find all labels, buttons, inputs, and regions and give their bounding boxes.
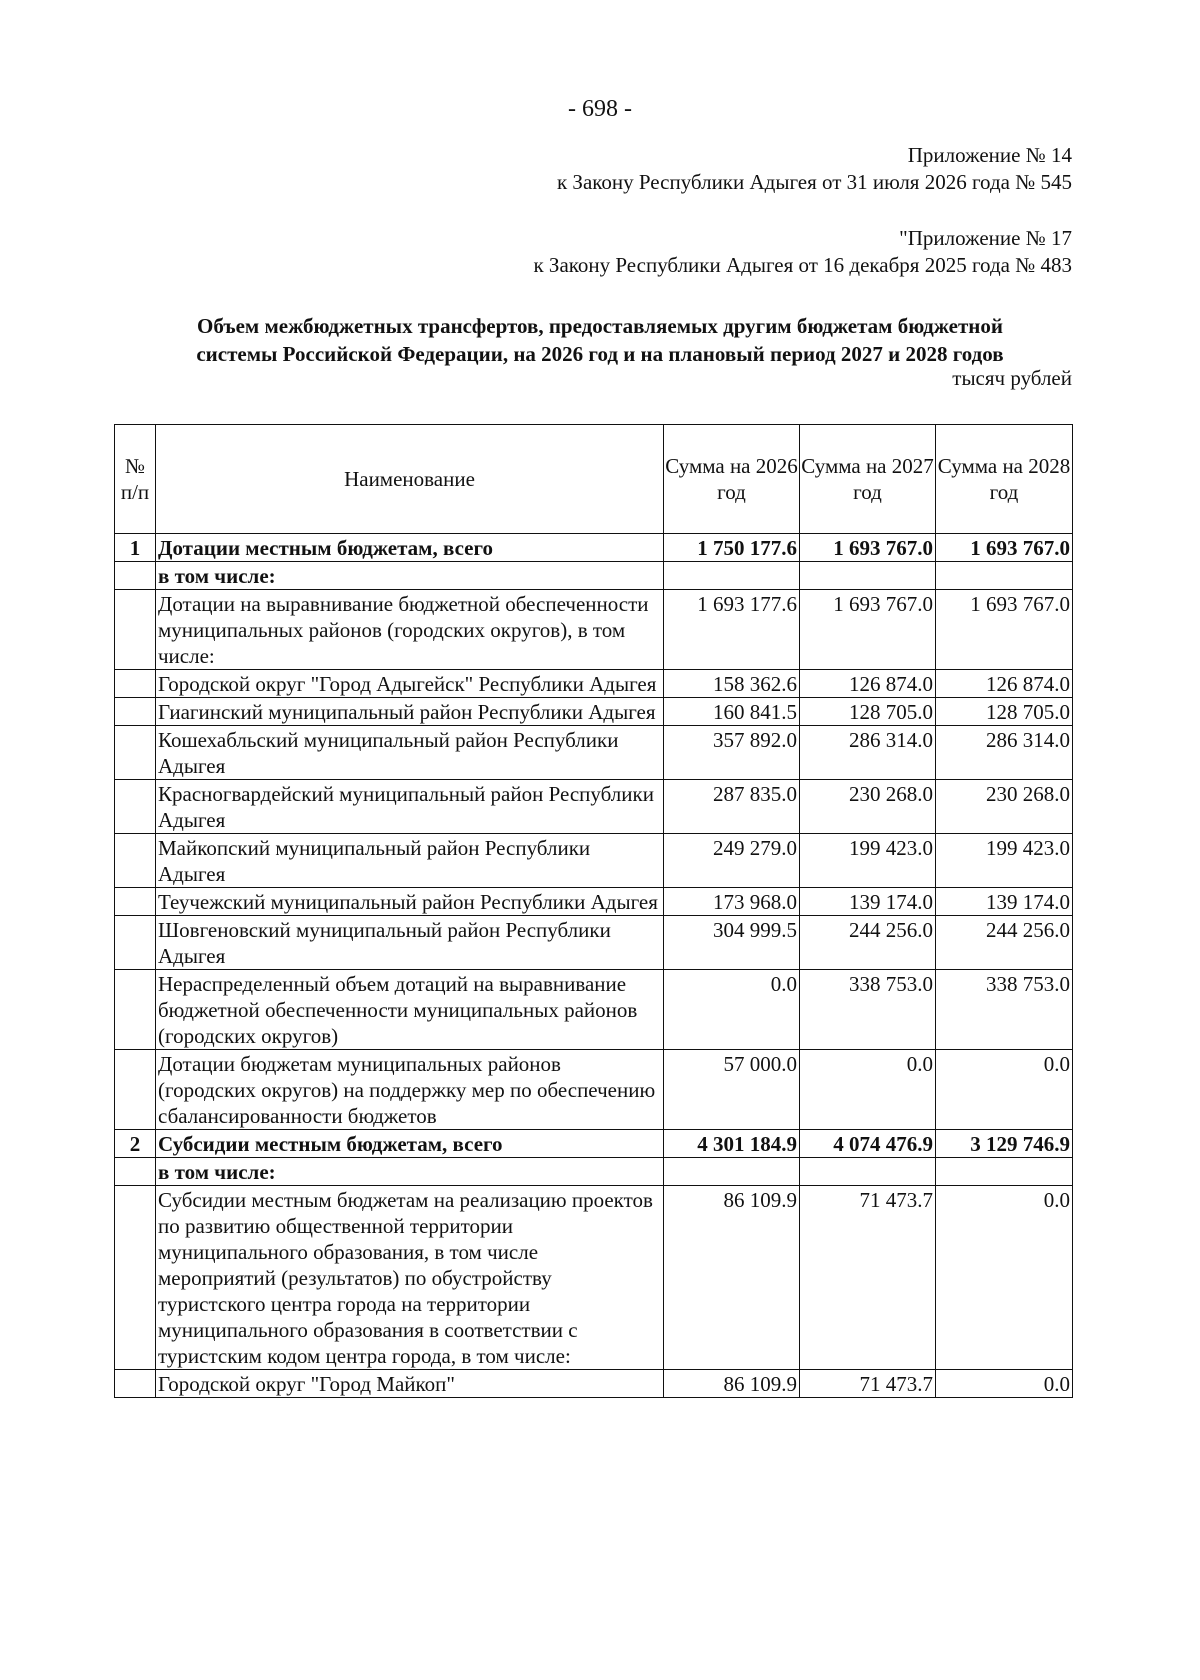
row-2027: [800, 1158, 936, 1186]
row-2026: 158 362.6: [664, 670, 800, 698]
table-row: [115, 670, 1073, 698]
row-2028: 128 705.0: [936, 698, 1073, 726]
row-num: 1: [115, 534, 156, 562]
appendix-current-reference: [557, 142, 1072, 196]
units-label: тысяч рублей: [952, 366, 1072, 390]
row-2027: 139 174.0: [800, 888, 936, 916]
row-num: [115, 698, 156, 726]
row-2027: 128 705.0: [800, 698, 936, 726]
table-row: [115, 562, 1073, 590]
row-num: [115, 670, 156, 698]
row-2028: 3 129 746.9: [936, 1130, 1073, 1158]
row-2026: 304 999.5: [664, 916, 800, 970]
row-2027: 230 268.0: [800, 780, 936, 834]
row-name: в том числе:: [156, 1158, 664, 1186]
table-row: [115, 916, 1073, 970]
row-2027: 338 753.0: [800, 970, 936, 1050]
row-name: Дотации на выравнивание бюджетной обеспеченности муниципальных районов (городских округов), в том числе:: [156, 590, 664, 670]
table-row: [115, 1130, 1073, 1158]
table-row: [115, 834, 1073, 888]
row-2027: 1 693 767.0: [800, 590, 936, 670]
row-2026: 1 750 177.6: [664, 534, 800, 562]
row-2027: 71 473.7: [800, 1370, 936, 1398]
header-2027: Сумма на 2027 год: [800, 425, 936, 534]
document-title-line2: системы Российской Федерации, на 2026 год и на плановый период 2027 и 2028 годов: [196, 342, 1004, 366]
row-2028: 0.0: [936, 1186, 1073, 1370]
row-name: Нераспределенный объем дотаций на выравнивание бюджетной обеспеченности муниципальных районов (городских округов): [156, 970, 664, 1050]
table-row: [115, 698, 1073, 726]
table-header-row: [115, 425, 1073, 534]
appendix-current-line1: Приложение № 14: [907, 143, 1072, 167]
row-name: в том числе:: [156, 562, 664, 590]
row-2026: 287 835.0: [664, 780, 800, 834]
row-num: [115, 888, 156, 916]
row-2027: 71 473.7: [800, 1186, 936, 1370]
table-row: [115, 1050, 1073, 1130]
row-2028: 1 693 767.0: [936, 590, 1073, 670]
table-row: [115, 1370, 1073, 1398]
row-2026: 0.0: [664, 970, 800, 1050]
table-row: [115, 590, 1073, 670]
row-2028: 286 314.0: [936, 726, 1073, 780]
row-2026: [664, 562, 800, 590]
row-2027: 1 693 767.0: [800, 534, 936, 562]
row-2027: [800, 562, 936, 590]
row-2028: 0.0: [936, 1050, 1073, 1130]
appendix-previous-reference: [533, 225, 1072, 279]
row-num: [115, 916, 156, 970]
header-2028: Сумма на 2028 год: [936, 425, 1073, 534]
row-name: Красногвардейский муниципальный район Республики Адыгея: [156, 780, 664, 834]
row-2028: 338 753.0: [936, 970, 1073, 1050]
row-2028: 244 256.0: [936, 916, 1073, 970]
table-row: [115, 970, 1073, 1050]
row-2028: 1 693 767.0: [936, 534, 1073, 562]
transfers-table: [114, 424, 1073, 1398]
row-2026: 160 841.5: [664, 698, 800, 726]
row-2026: 86 109.9: [664, 1186, 800, 1370]
page-number: - 698 -: [568, 96, 632, 122]
table-row: [115, 1158, 1073, 1186]
row-num: [115, 590, 156, 670]
row-num: 2: [115, 1130, 156, 1158]
row-name: Майкопский муниципальный район Республики Адыгея: [156, 834, 664, 888]
row-2026: 1 693 177.6: [664, 590, 800, 670]
header-num: № п/п: [115, 425, 156, 534]
row-2028: [936, 562, 1073, 590]
row-2026: 249 279.0: [664, 834, 800, 888]
row-2028: 126 874.0: [936, 670, 1073, 698]
row-num: [115, 834, 156, 888]
row-2027: 126 874.0: [800, 670, 936, 698]
row-2027: 244 256.0: [800, 916, 936, 970]
row-num: [115, 780, 156, 834]
row-name: Шовгеновский муниципальный район Республики Адыгея: [156, 916, 664, 970]
row-2026: 86 109.9: [664, 1370, 800, 1398]
row-name: Теучежский муниципальный район Республики Адыгея: [156, 888, 664, 916]
row-2028: 199 423.0: [936, 834, 1073, 888]
row-name: Гиагинский муниципальный район Республики Адыгея: [156, 698, 664, 726]
header-name: Наименование: [156, 425, 664, 534]
row-2027: 4 074 476.9: [800, 1130, 936, 1158]
appendix-current-line2: к Закону Республики Адыгея от 31 июля 2026 года № 545: [556, 170, 1072, 194]
row-2028: [936, 1158, 1073, 1186]
row-2028: 139 174.0: [936, 888, 1073, 916]
row-num: [115, 562, 156, 590]
row-2026: 173 968.0: [664, 888, 800, 916]
row-2028: 230 268.0: [936, 780, 1073, 834]
row-num: [115, 1158, 156, 1186]
row-num: [115, 726, 156, 780]
row-num: [115, 1370, 156, 1398]
row-name: Дотации местным бюджетам, всего: [156, 534, 664, 562]
row-name: Дотации бюджетам муниципальных районов (городских округов) на поддержку мер по обеспечению сбалансированности бюджетов: [156, 1050, 664, 1130]
row-2027: 286 314.0: [800, 726, 936, 780]
row-2028: 0.0: [936, 1370, 1073, 1398]
row-2027: 0.0: [800, 1050, 936, 1130]
row-2026: [664, 1158, 800, 1186]
table-row: [115, 1186, 1073, 1370]
row-num: [115, 1050, 156, 1130]
row-2026: 4 301 184.9: [664, 1130, 800, 1158]
row-2027: 199 423.0: [800, 834, 936, 888]
row-num: [115, 1186, 156, 1370]
document-title: [128, 312, 1072, 368]
header-2026: Сумма на 2026 год: [664, 425, 800, 534]
row-2026: 357 892.0: [664, 726, 800, 780]
row-name: Городской округ "Город Майкоп": [156, 1370, 664, 1398]
table-row: [115, 726, 1073, 780]
row-name: Субсидии местным бюджетам на реализацию проектов по развитию общественной территории муниципального образования, в том числе мероприятий (результатов) по обустройству туристского центра города на территории муниципального образования в соответствии с туристским кодом центра города, в том числе:: [156, 1186, 664, 1370]
appendix-previous-line2: к Закону Республики Адыгея от 16 декабря 2025 года № 483: [533, 253, 1072, 277]
row-2026: 57 000.0: [664, 1050, 800, 1130]
table-row: [115, 888, 1073, 916]
row-name: Субсидии местным бюджетам, всего: [156, 1130, 664, 1158]
document-title-line1: Объем межбюджетных трансфертов, предоставляемых другим бюджетам бюджетной: [197, 314, 1003, 338]
table-row: [115, 534, 1073, 562]
row-name: Кошехабльский муниципальный район Республики Адыгея: [156, 726, 664, 780]
row-num: [115, 970, 156, 1050]
table-row: [115, 780, 1073, 834]
row-name: Городской округ "Город Адыгейск" Республики Адыгея: [156, 670, 664, 698]
appendix-previous-line1: "Приложение № 17: [899, 226, 1072, 250]
